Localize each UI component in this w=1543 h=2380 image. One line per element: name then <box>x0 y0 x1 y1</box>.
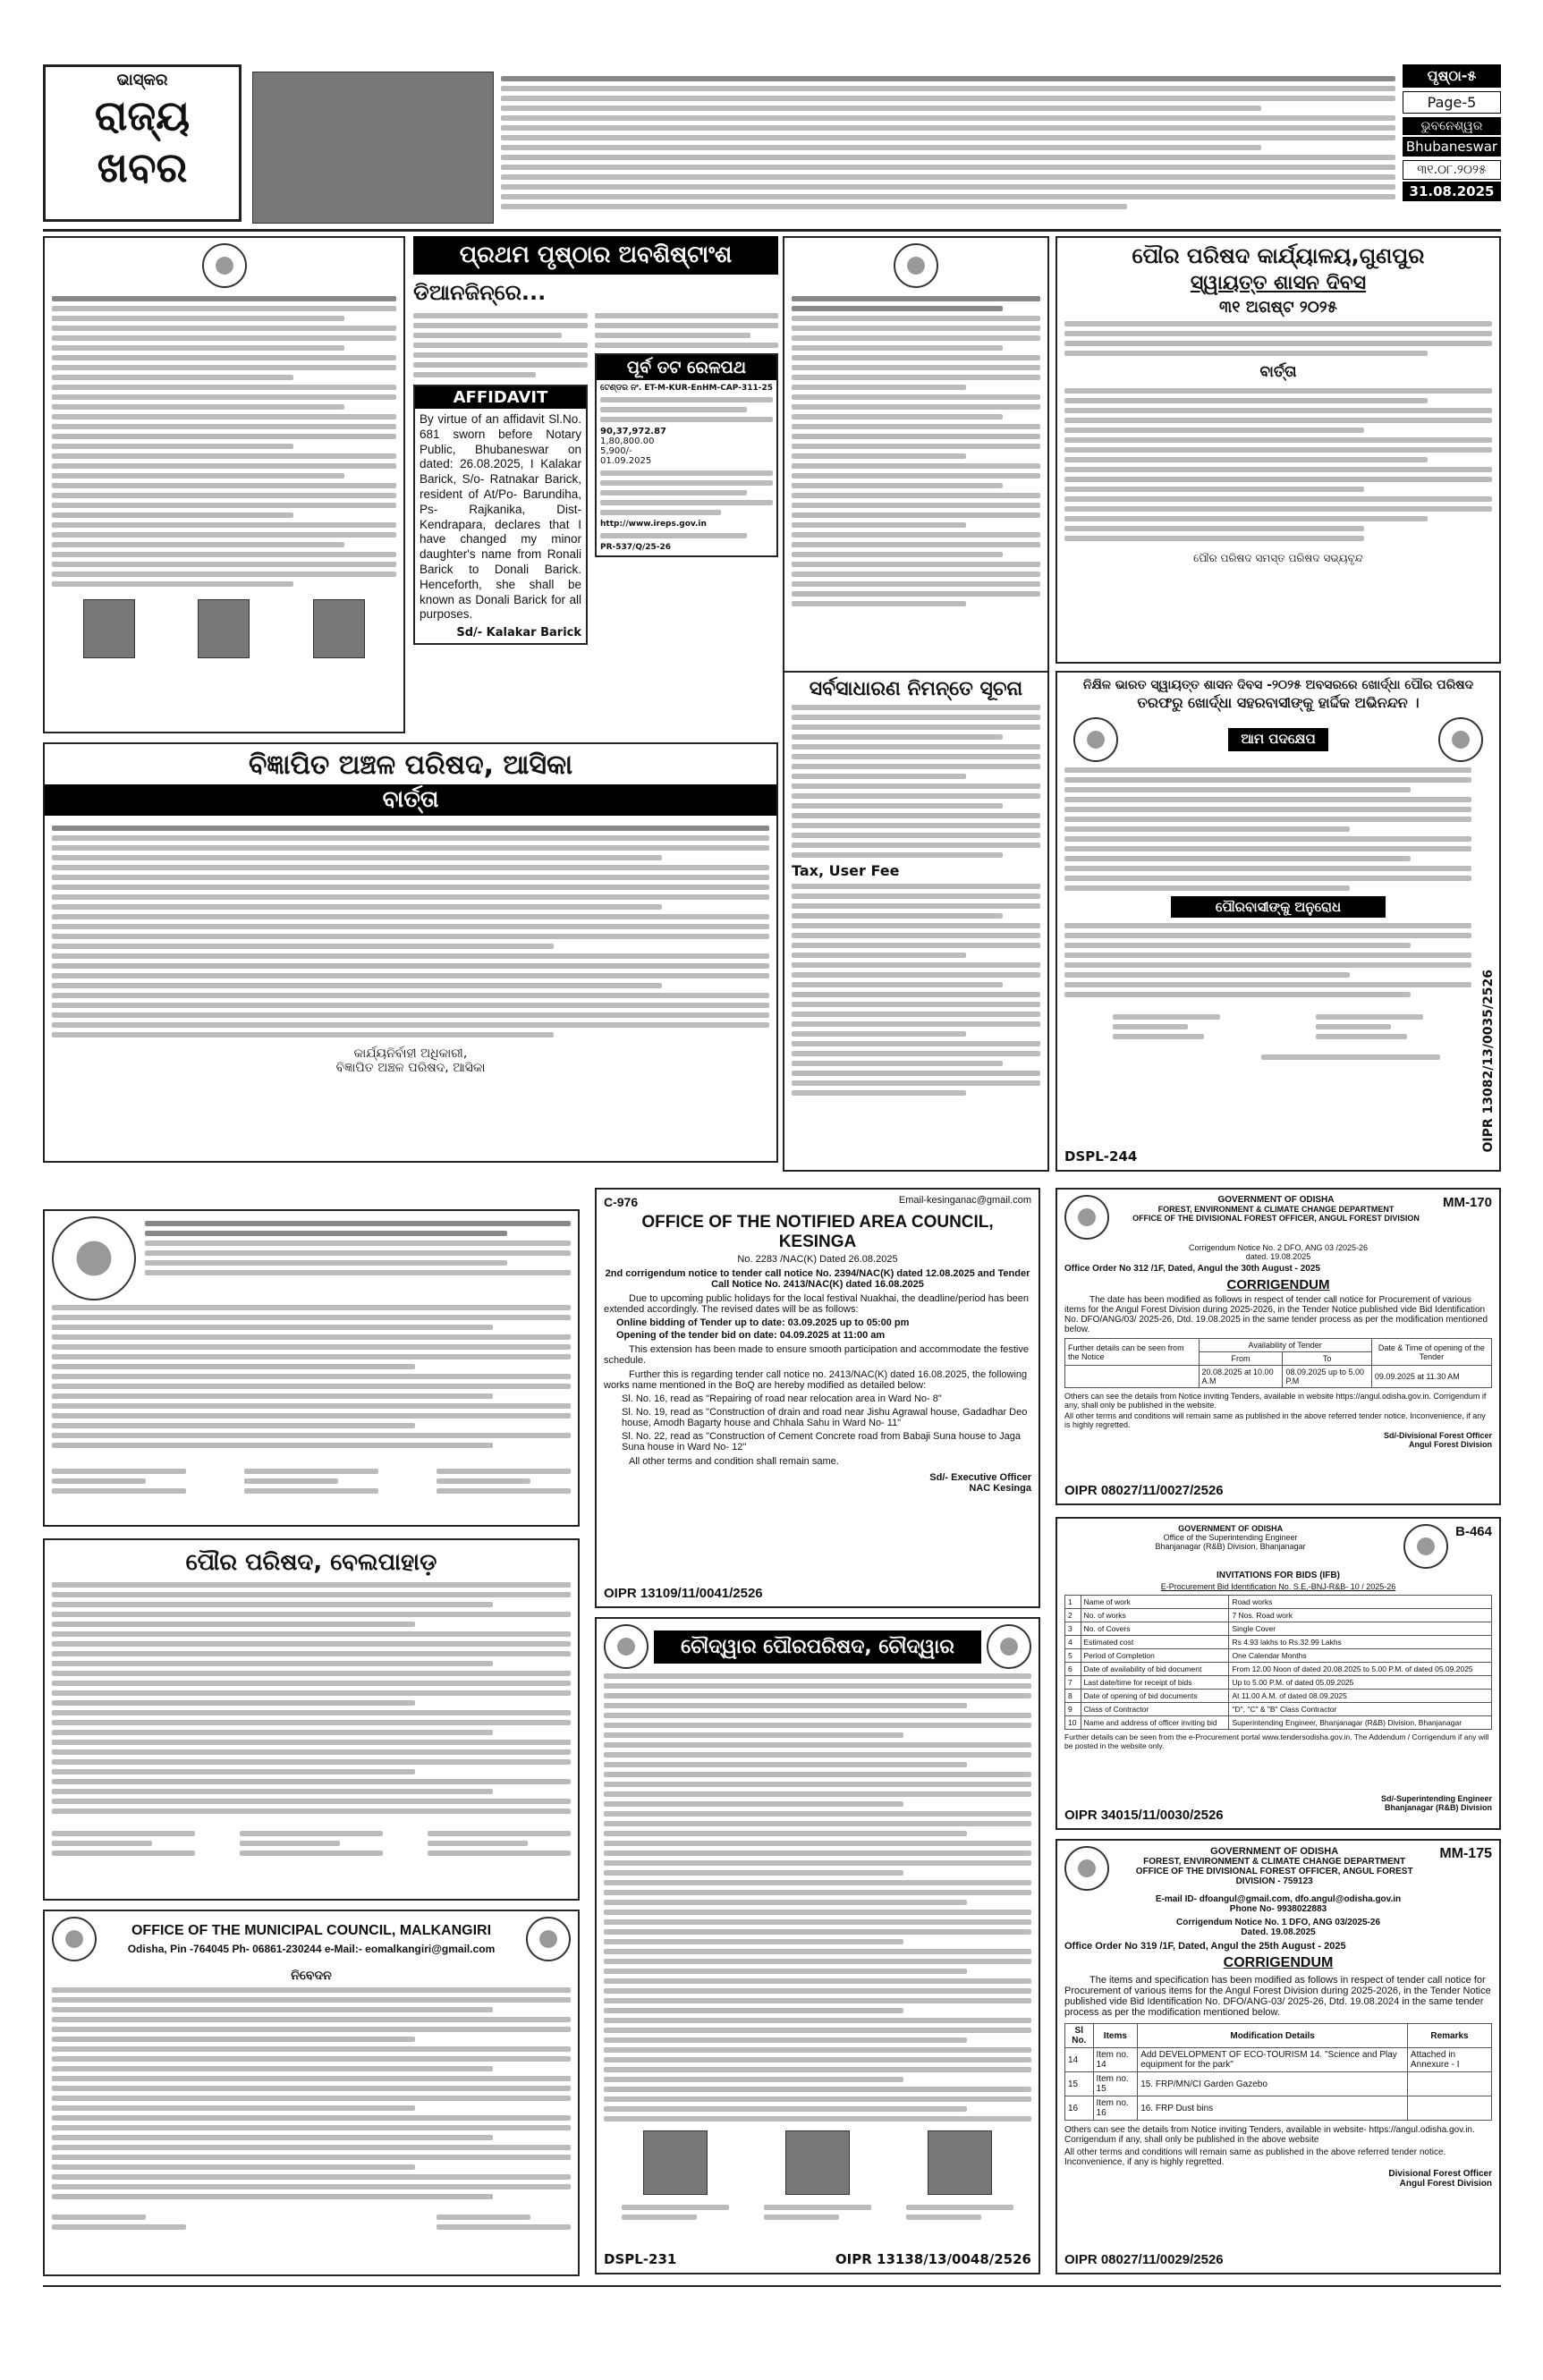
general-notice-title: ସର୍ବସାଧାରଣ ନିମନ୍ତେ ସୂଚନା <box>809 678 1023 700</box>
front-page-continuation <box>413 236 778 733</box>
col-modification: Modification Details <box>1138 2024 1408 2048</box>
notice-center-top <box>783 236 1049 733</box>
malkangiri-notice <box>43 1910 580 2276</box>
angul-corrigendum-1 <box>1056 1188 1501 1505</box>
railway-pr: PR-537/Q/25-26 <box>600 543 672 552</box>
emblem-icon <box>202 243 247 288</box>
emblem-icon <box>1403 1524 1448 1569</box>
angul1-note2: All other terms and conditions will remain same as published in the above referred tender notice. Inconvenience, if any is highly regretted. <box>1064 1411 1486 1429</box>
bhanjanagar-sign2: Bhanjanagar (R&B) Division <box>1384 1803 1492 1812</box>
table-row <box>1065 2096 1492 2121</box>
row-value: Superintending Engineer, Bhanjanagar (R&B) Division, Bhanjanagar <box>1229 1716 1492 1730</box>
angul1-heading: CORRIGENDUM <box>1226 1277 1330 1292</box>
angul2-body: The items and specification has been modified as follows in respect of tender call notice for Procurement of various items for the Angul Forest Division during 2025-2026, in the Tender Notice published vide Bid Identification No. DFO/ANG-03/ 2025-26, Dtd. 19.08.2024 in the same tender process as per the modification mentioned below. <box>1064 1975 1491 2018</box>
choudwar-title: ଚୌଦ୍ୱାର ପୌରପରିଷଦ, ଚୌଦ୍ୱାର <box>654 1630 981 1664</box>
emblem-icon <box>1064 1195 1109 1240</box>
kesinga-work-2: Sl. No. 19, read as "Construction of drain and road near Jishu Agrawal house, Gadadhar Deo house, Amodh Bagarty house and Chhala Sahu in Ward No- 11" <box>622 1407 1028 1428</box>
header-story <box>501 72 1395 222</box>
row-no: 7 <box>1065 1676 1081 1690</box>
kesinga-no: No. 2283 /NAC(K) Dated 26.08.2025 <box>737 1254 898 1265</box>
row-label: Class of Contractor <box>1081 1703 1229 1716</box>
emblem-icon <box>987 1624 1031 1669</box>
choudwar-notice <box>595 1617 1040 2274</box>
cell: Item no. 14 <box>1093 2048 1138 2072</box>
belpahar-notice <box>43 1538 580 1901</box>
emblem-icon <box>1064 1846 1109 1891</box>
date-en: 31.08.2025 <box>1403 182 1501 201</box>
angul1-to: 08.09.2025 up to 5.00 P.M <box>1283 1366 1371 1388</box>
kesinga-item1: Online bidding of Tender up to date: 03.09.2025 up to 05:00 pm <box>616 1317 910 1328</box>
khordha-oipr: OIPR 13082/13/0035/2526 <box>1481 969 1496 1152</box>
row-value: "D", "C" & "B" Class Contractor <box>1229 1703 1492 1716</box>
row-value: At 11.00 A.M. of dated 08.09.2025 <box>1229 1690 1492 1703</box>
angul1-sign1: Sd/-Divisional Forest Officer <box>1383 1431 1492 1440</box>
bhanjanagar-office: Office of the Superintending Engineer <box>1163 1533 1298 1542</box>
khordha-sec1: ଆମ ପଦକ୍ଷେପ <box>1228 728 1327 751</box>
affidavit-title: AFFIDAVIT <box>415 386 586 409</box>
railway-tender-no: ଟେଣ୍ଡର ନଂ. ET-M-KUR-EnHM-CAP-311-25 <box>600 384 773 393</box>
row-value: From 12.00 Noon of dated 20.08.2025 to 5.00 P.M. of dated 05.09.2025 <box>1229 1663 1492 1676</box>
row-value: Rs 4.93 lakhs to Rs.32.99 Lakhs <box>1229 1636 1492 1649</box>
table-header <box>1065 2024 1492 2048</box>
angul2-email: E-mail ID- dfoangul@gmail.com, dfo.angul@odisha.gov.in <box>1155 1894 1402 1904</box>
angul1-col-from: From <box>1199 1352 1283 1366</box>
table-row <box>1065 1703 1492 1716</box>
railway-cost: 5,900/- <box>600 446 632 456</box>
malkangiri-contact: Odisha, Pin -764045 Ph- 06861-230244 e-Mail:- eomalkangiri@gmail.com <box>127 1943 496 1955</box>
asika-subtitle: ବାର୍ତ୍ତା <box>45 784 776 816</box>
malkangiri-subtitle: ନିବେଦନ <box>291 1969 332 1983</box>
angul1-col-to: To <box>1283 1352 1371 1366</box>
khordha-notice <box>1056 671 1501 1172</box>
kesinga-sign1: Sd/- Executive Officer <box>929 1472 1031 1483</box>
table-row <box>1065 2072 1492 2096</box>
belpahar-title: ପୌର ପରିଷଦ, ବେଲପାହାଡ଼ <box>185 1549 437 1576</box>
angul2-heading: CORRIGENDUM <box>1223 1955 1334 1970</box>
angul2-corr-no: Corrigendum Notice No. 1 DFO, ANG 03/2025-26 <box>1175 1918 1381 1927</box>
emblem-icon <box>604 1624 649 1669</box>
table-row <box>1065 1622 1492 1636</box>
row-value: Road works <box>1229 1596 1492 1609</box>
kesinga-work-3: Sl. No. 22, read as "Construction of Cement Concrete road from Babaji Suna house to Jaga Suna house in Ward No- 12" <box>622 1431 1021 1453</box>
bhanjanagar-table <box>1064 1595 1492 1730</box>
bhanjanagar-code: B-464 <box>1455 1524 1492 1539</box>
angul1-th2: Availability of Tender <box>1199 1339 1371 1352</box>
notice-left-top <box>43 236 405 733</box>
kesinga-para4: All other terms and condition shall remain same. <box>629 1456 839 1467</box>
railway-date: 01.09.2025 <box>600 456 652 466</box>
col-remarks: Remarks <box>1408 2024 1492 2048</box>
table-row <box>1065 1596 1492 1609</box>
continuation-title: ପ୍ରଥମ ପୃଷ୍ଠାର ଅବଶିଷ୍ଟାଂଶ <box>413 236 778 275</box>
official-photo <box>313 599 365 658</box>
railway-tender <box>595 353 778 557</box>
kesinga-para1: Due to upcoming public holidays for the local festival Nuakhai, the deadline/period has been extended accordingly. The revised dates will be as follows: <box>604 1293 1030 1315</box>
row-no: 8 <box>1065 1690 1081 1703</box>
row-label: Last date/time for receipt of bids <box>1081 1676 1229 1690</box>
row-label: Estimated cost <box>1081 1636 1229 1649</box>
row-no: 2 <box>1065 1609 1081 1622</box>
masthead <box>43 64 242 222</box>
table-row <box>1065 1676 1492 1690</box>
table-row <box>1065 1716 1492 1730</box>
angul2-office: OFFICE OF THE DIVISIONAL FOREST OFFICER, ANGUL FOREST DIVISION - 759123 <box>1135 1867 1413 1886</box>
cell: 15. FRP/MN/CI Garden Gazebo <box>1138 2072 1408 2096</box>
bhanjanagar-note: Further details can be seen from the e-Procurement portal www.tendersodisha.gov.in. The Addendum / Corrigendum if any will be posted in the website only. <box>1064 1732 1489 1750</box>
page-number-odia: ପୃଷ୍ଠା-୫ <box>1403 64 1501 88</box>
row-no: 3 <box>1065 1622 1081 1636</box>
row-value: Single Cover <box>1229 1622 1492 1636</box>
table-row <box>1065 2048 1492 2072</box>
kesinga-oipr: OIPR 13109/11/0041/2526 <box>604 1586 763 1601</box>
cell: Add DEVELOPMENT OF ECO-TOURISM 14. "Science and Play equipment for the park" <box>1138 2048 1408 2072</box>
affidavit <box>413 385 588 645</box>
gunupur-date: ୩୧ ଅଗଷ୍ଟ ୨୦୨୫ <box>1218 298 1338 317</box>
cell: 15 <box>1065 2072 1094 2096</box>
angul1-gov: GOVERNMENT OF ODISHA <box>1217 1195 1335 1205</box>
railway-emd: 1,80,800.00 <box>600 436 655 446</box>
gunupur-notice <box>1056 236 1501 664</box>
header-photo <box>252 72 494 224</box>
kesinga-sign2: NAC Kesinga <box>969 1483 1031 1494</box>
khordha-sec2: ପୌରବାସୀଙ୍କୁ ଅନୁରୋଧ <box>1171 896 1386 918</box>
angul2-oipr: OIPR 08027/11/0029/2526 <box>1064 2252 1224 2267</box>
kesinga-item2: Opening of the tender bid on date: 04.09.2025 at 11:00 am <box>616 1330 886 1341</box>
row-no: 1 <box>1065 1596 1081 1609</box>
general-notice-highlight: Tax, User Fee <box>792 862 900 879</box>
angul1-order: Office Order No 312 /1F, Dated, Angul the 30th August - 2025 <box>1064 1264 1320 1274</box>
angul2-dept: FOREST, ENVIRONMENT & CLIMATE CHANGE DEPARTMENT <box>1143 1857 1406 1867</box>
angul1-table <box>1064 1338 1492 1388</box>
gunupur-section: ବାର୍ତ୍ତା <box>1259 363 1297 381</box>
emblem-icon <box>526 1917 571 1961</box>
angul2-sign1: Divisional Forest Officer <box>1388 2169 1492 2179</box>
angul1-from: 20.08.2025 at 10.00 A.M <box>1199 1366 1283 1388</box>
continuation-subtitle: ଡିଆନଜିନ୍‌ରେ... <box>413 280 547 305</box>
kesinga-notice <box>595 1188 1040 1608</box>
masthead-line1: ରାଜ୍ୟ <box>94 91 191 140</box>
kesinga-para3: Further this is regarding tender call notice no. 2413/NAC(K) dated 16.08.2025, the following works name mentioned in the BoQ are hereby modified as detailed below: <box>604 1369 1028 1391</box>
official-photo <box>928 2130 992 2195</box>
khordha-subtitle: ତରଫରୁ ଖୋର୍ଦ୍ଧା ସହରବାସୀଙ୍କୁ ହାର୍ଦ୍ଦିକ ଅଭିନନ୍ଦନ । <box>1137 694 1420 711</box>
row-value: One Calendar Months <box>1229 1649 1492 1663</box>
bhanjanagar-gov: GOVERNMENT OF ODISHA <box>1178 1524 1284 1533</box>
row-no: 10 <box>1065 1716 1081 1730</box>
masthead-line2: ଖବର <box>97 143 188 191</box>
angul-corrigendum-2 <box>1056 1839 1501 2274</box>
bhanjanagar-oipr: OIPR 34015/11/0030/2526 <box>1064 1808 1224 1823</box>
cell: 16 <box>1065 2096 1094 2121</box>
col-sl: Sl No. <box>1065 2024 1094 2048</box>
col-items: Items <box>1093 2024 1138 2048</box>
railway-title: ପୂର୍ବ ତଟ ରେଳପଥ <box>597 355 776 380</box>
kesinga-title: OFFICE OF THE NOTIFIED AREA COUNCIL, KESINGA <box>641 1213 994 1251</box>
row-value: 7 Nos. Road work <box>1229 1609 1492 1622</box>
official-photo <box>83 599 135 658</box>
header-rule <box>43 229 1501 232</box>
emblem-icon <box>1073 717 1118 762</box>
table-row <box>1065 1690 1492 1703</box>
gunupur-subtitle: ସ୍ୱାୟତ୍ତ ଶାସନ ଦିବସ <box>1190 272 1367 294</box>
malkangiri-title: OFFICE OF THE MUNICIPAL COUNCIL, MALKANGIRI <box>131 1923 492 1938</box>
cell: Item no. 15 <box>1093 2072 1138 2096</box>
asika-sign-office: କାର୍ଯ୍ୟନିର୍ବାହୀ ଅଧିକାରୀ, <box>353 1046 468 1061</box>
notice-left-mid <box>43 1209 580 1527</box>
angul2-order: Office Order No 319 /1F, Dated, Angul the 25th August - 2025 <box>1064 1941 1346 1952</box>
emblem-icon <box>52 1917 97 1961</box>
emblem-icon <box>52 1216 136 1300</box>
khordha-title: ନିକ୍ଷିଳ ଭାରତ ସ୍ୱାୟତ୍ତ ଶାସନ ଦିବସ -୨୦୨୫ ଅବସରରେ ଖୋର୍ଦ୍ଧା ପୌର ପରିଷଦ <box>1082 678 1474 692</box>
kesinga-subject: 2nd corrigendum notice to tender call notice No. 2394/NAC(K) dated 12.08.2025 and Tender Call Notice No. 2413/NAC(K) dated 16.08.2025 <box>605 1268 1030 1290</box>
table-row <box>1065 1649 1492 1663</box>
row-label: Name and address of officer inviting bid <box>1081 1716 1229 1730</box>
bhanjanagar-bid: E-Procurement Bid Identification No. S.E.-BNJ-R&B- 10 / 2025-26 <box>1160 1582 1396 1591</box>
angul1-sign2: Angul Forest Division <box>1408 1440 1492 1449</box>
footer-rule <box>43 2285 1501 2287</box>
row-value: Up to 5.00 P.M. of dated 05.09.2025 <box>1229 1676 1492 1690</box>
cell <box>1408 2072 1492 2096</box>
cell: 14 <box>1065 2048 1094 2072</box>
official-photo <box>785 2130 850 2195</box>
date-odia: ୩୧.୦୮.୨୦୨୫ <box>1403 160 1501 180</box>
angul1-code: MM-170 <box>1442 1195 1492 1210</box>
emblem-icon <box>894 243 938 288</box>
angul1-th3: Date & Time of opening of the Tender <box>1371 1339 1491 1366</box>
row-label: Name of work <box>1081 1596 1229 1609</box>
row-no: 4 <box>1065 1636 1081 1649</box>
city-odia: ଭୁବନେଶ୍ୱର <box>1403 117 1501 135</box>
row-no: 5 <box>1065 1649 1081 1663</box>
bhanjanagar-title: INVITATIONS FOR BIDS (IFB) <box>1217 1571 1340 1580</box>
railway-value: 90,37,972.87 <box>600 427 667 436</box>
kesinga-email: Email-kesinganac@gmail.com <box>898 1195 1031 1206</box>
bhanjanagar-office2: Bhanjanagar (R&B) Division, Bhanjanagar <box>1155 1542 1306 1551</box>
row-no: 6 <box>1065 1663 1081 1676</box>
city-en: Bhubaneswar <box>1403 137 1501 157</box>
angul2-code: MM-175 <box>1439 1846 1492 1861</box>
cell: 16. FRP Dust bins <box>1138 2096 1408 2121</box>
angul1-body: The date has been modified as follows in respect of tender call notice for Procurement of various items for the Angul Forest Division during 2025-2026, in the Tender Notice published vide Bid Identification No. DFO/ANG/03/ 2025-26, Dtd. 19.08.2025 in the same tender process as per the modification mentioned below. <box>1064 1295 1488 1334</box>
railway-url[interactable]: http://www.ireps.gov.in <box>600 520 707 529</box>
angul1-corr-no: Corrigendum Notice No. 2 DFO, ANG 03 /2025-26 <box>1188 1243 1369 1252</box>
bhanjanagar-ifb <box>1056 1517 1501 1830</box>
angul2-sign2: Angul Forest Division <box>1399 2179 1492 2189</box>
angul1-oipr: OIPR 08027/11/0027/2526 <box>1064 1483 1224 1498</box>
official-photo <box>643 2130 708 2195</box>
bhanjanagar-sign1: Sd/-Superintending Engineer <box>1380 1794 1492 1803</box>
angul2-phone: Phone No- 9938022883 <box>1229 1904 1327 1914</box>
cell: Attached in Annexure - I <box>1408 2048 1492 2072</box>
kesinga-work-1: Sl. No. 16, read as "Repairing of road near relocation area in Ward No- 8" <box>622 1393 942 1404</box>
choudwar-oipr: OIPR 13138/13/0048/2526 <box>835 2251 1031 2267</box>
angul1-th1: Further details can be seen from the Notice <box>1065 1339 1200 1366</box>
asika-sign-org: ବିଜ୍ଞାପିତ ଅଞ୍ଚଳ ପରିଷଦ, ଆସିକା <box>335 1061 486 1075</box>
choudwar-dspl: DSPL-231 <box>604 2251 677 2267</box>
row-label: No. of works <box>1081 1609 1229 1622</box>
table-row <box>1065 1609 1492 1622</box>
asika-notice <box>43 742 778 1163</box>
cell <box>1408 2096 1492 2121</box>
angul1-dated: dated. 19.08.2025 <box>1245 1252 1311 1261</box>
emblem-icon <box>1438 717 1483 762</box>
angul1-dept: FOREST, ENVIRONMENT & CLIMATE CHANGE DEPARTMENT <box>1157 1205 1395 1214</box>
affidavit-sign: Sd/- Kalakar Barick <box>456 626 581 640</box>
gunupur-title: ପୌର ପରିଷଦ କାର୍ଯ୍ୟାଳୟ,ଗୁଣପୁର <box>1132 243 1425 268</box>
page-info <box>1403 64 1501 222</box>
angul2-note2: All other terms and conditions will remain same as published in the above referred tender notice. Inconvenience, if any is highly regretted. <box>1064 2147 1446 2167</box>
kesinga-para2: This extension has been made to ensure smooth participation and accommodate the festive schedule. <box>604 1344 1029 1366</box>
angul1-open: 09.09.2025 at 11.30 AM <box>1371 1366 1491 1388</box>
asika-title: ବିଜ୍ଞାପିତ ଅଞ୍ଚଳ ପରିଷଦ, ଆସିକା <box>248 750 573 781</box>
table-row <box>1065 1663 1492 1676</box>
khordha-dspl: DSPL-244 <box>1064 1148 1138 1165</box>
affidavit-body: By virtue of an affidavit Sl.No. 681 sworn before Notary Public, Bhubaneswar on dated: 26.08.2025, I Kalakar Barick, S/o- Ratnakar Barick, resident of At/Po- Barundiha, Ps- Rajkanika, Dist- Kendrapara, declares that I have changed my minor daughter's name from Ronali Barick to Donali Barick. Henceforth, she shall be known as Donali Barick for all purposes. <box>420 412 581 622</box>
row-label: Period of Completion <box>1081 1649 1229 1663</box>
official-photo <box>198 599 250 658</box>
general-public-notice <box>783 671 1049 1172</box>
masthead-brand: ଭାସ୍କର <box>116 71 168 89</box>
row-label: No. of Covers <box>1081 1622 1229 1636</box>
angul1-note1: Others can see the details from Notice inviting Tenders, available in website https://angul.odisha.gov.in. Corrigendum if any, shall only be published in the website. <box>1064 1392 1487 1410</box>
angul1-office: OFFICE OF THE DIVISIONAL FOREST OFFICER, ANGUL FOREST DIVISION <box>1132 1214 1420 1223</box>
row-label: Date of opening of bid documents <box>1081 1690 1229 1703</box>
page-number-en: Page-5 <box>1403 91 1501 114</box>
angul2-note1: Others can see the details from Notice inviting Tenders, available in website- https://angul.odisha.gov.in. Corrigendum if any, shall only be published in the above website <box>1064 2125 1475 2145</box>
gunupur-footer: ପୌର ପରିଷଦ ସମସ୍ତ ପରିଷଦ ସଭ୍ୟବୃନ୍ଦ <box>1193 552 1363 564</box>
cell: Item no. 16 <box>1093 2096 1138 2121</box>
angul2-dated: Dated. 19.08.2025 <box>1241 1927 1316 1937</box>
row-label: Date of availability of bid document <box>1081 1663 1229 1676</box>
table-row <box>1065 1636 1492 1649</box>
angul2-gov: GOVERNMENT OF ODISHA <box>1210 1846 1339 1857</box>
row-no: 9 <box>1065 1703 1081 1716</box>
angul2-table <box>1064 2023 1492 2121</box>
kesinga-code: C-976 <box>604 1195 639 1209</box>
